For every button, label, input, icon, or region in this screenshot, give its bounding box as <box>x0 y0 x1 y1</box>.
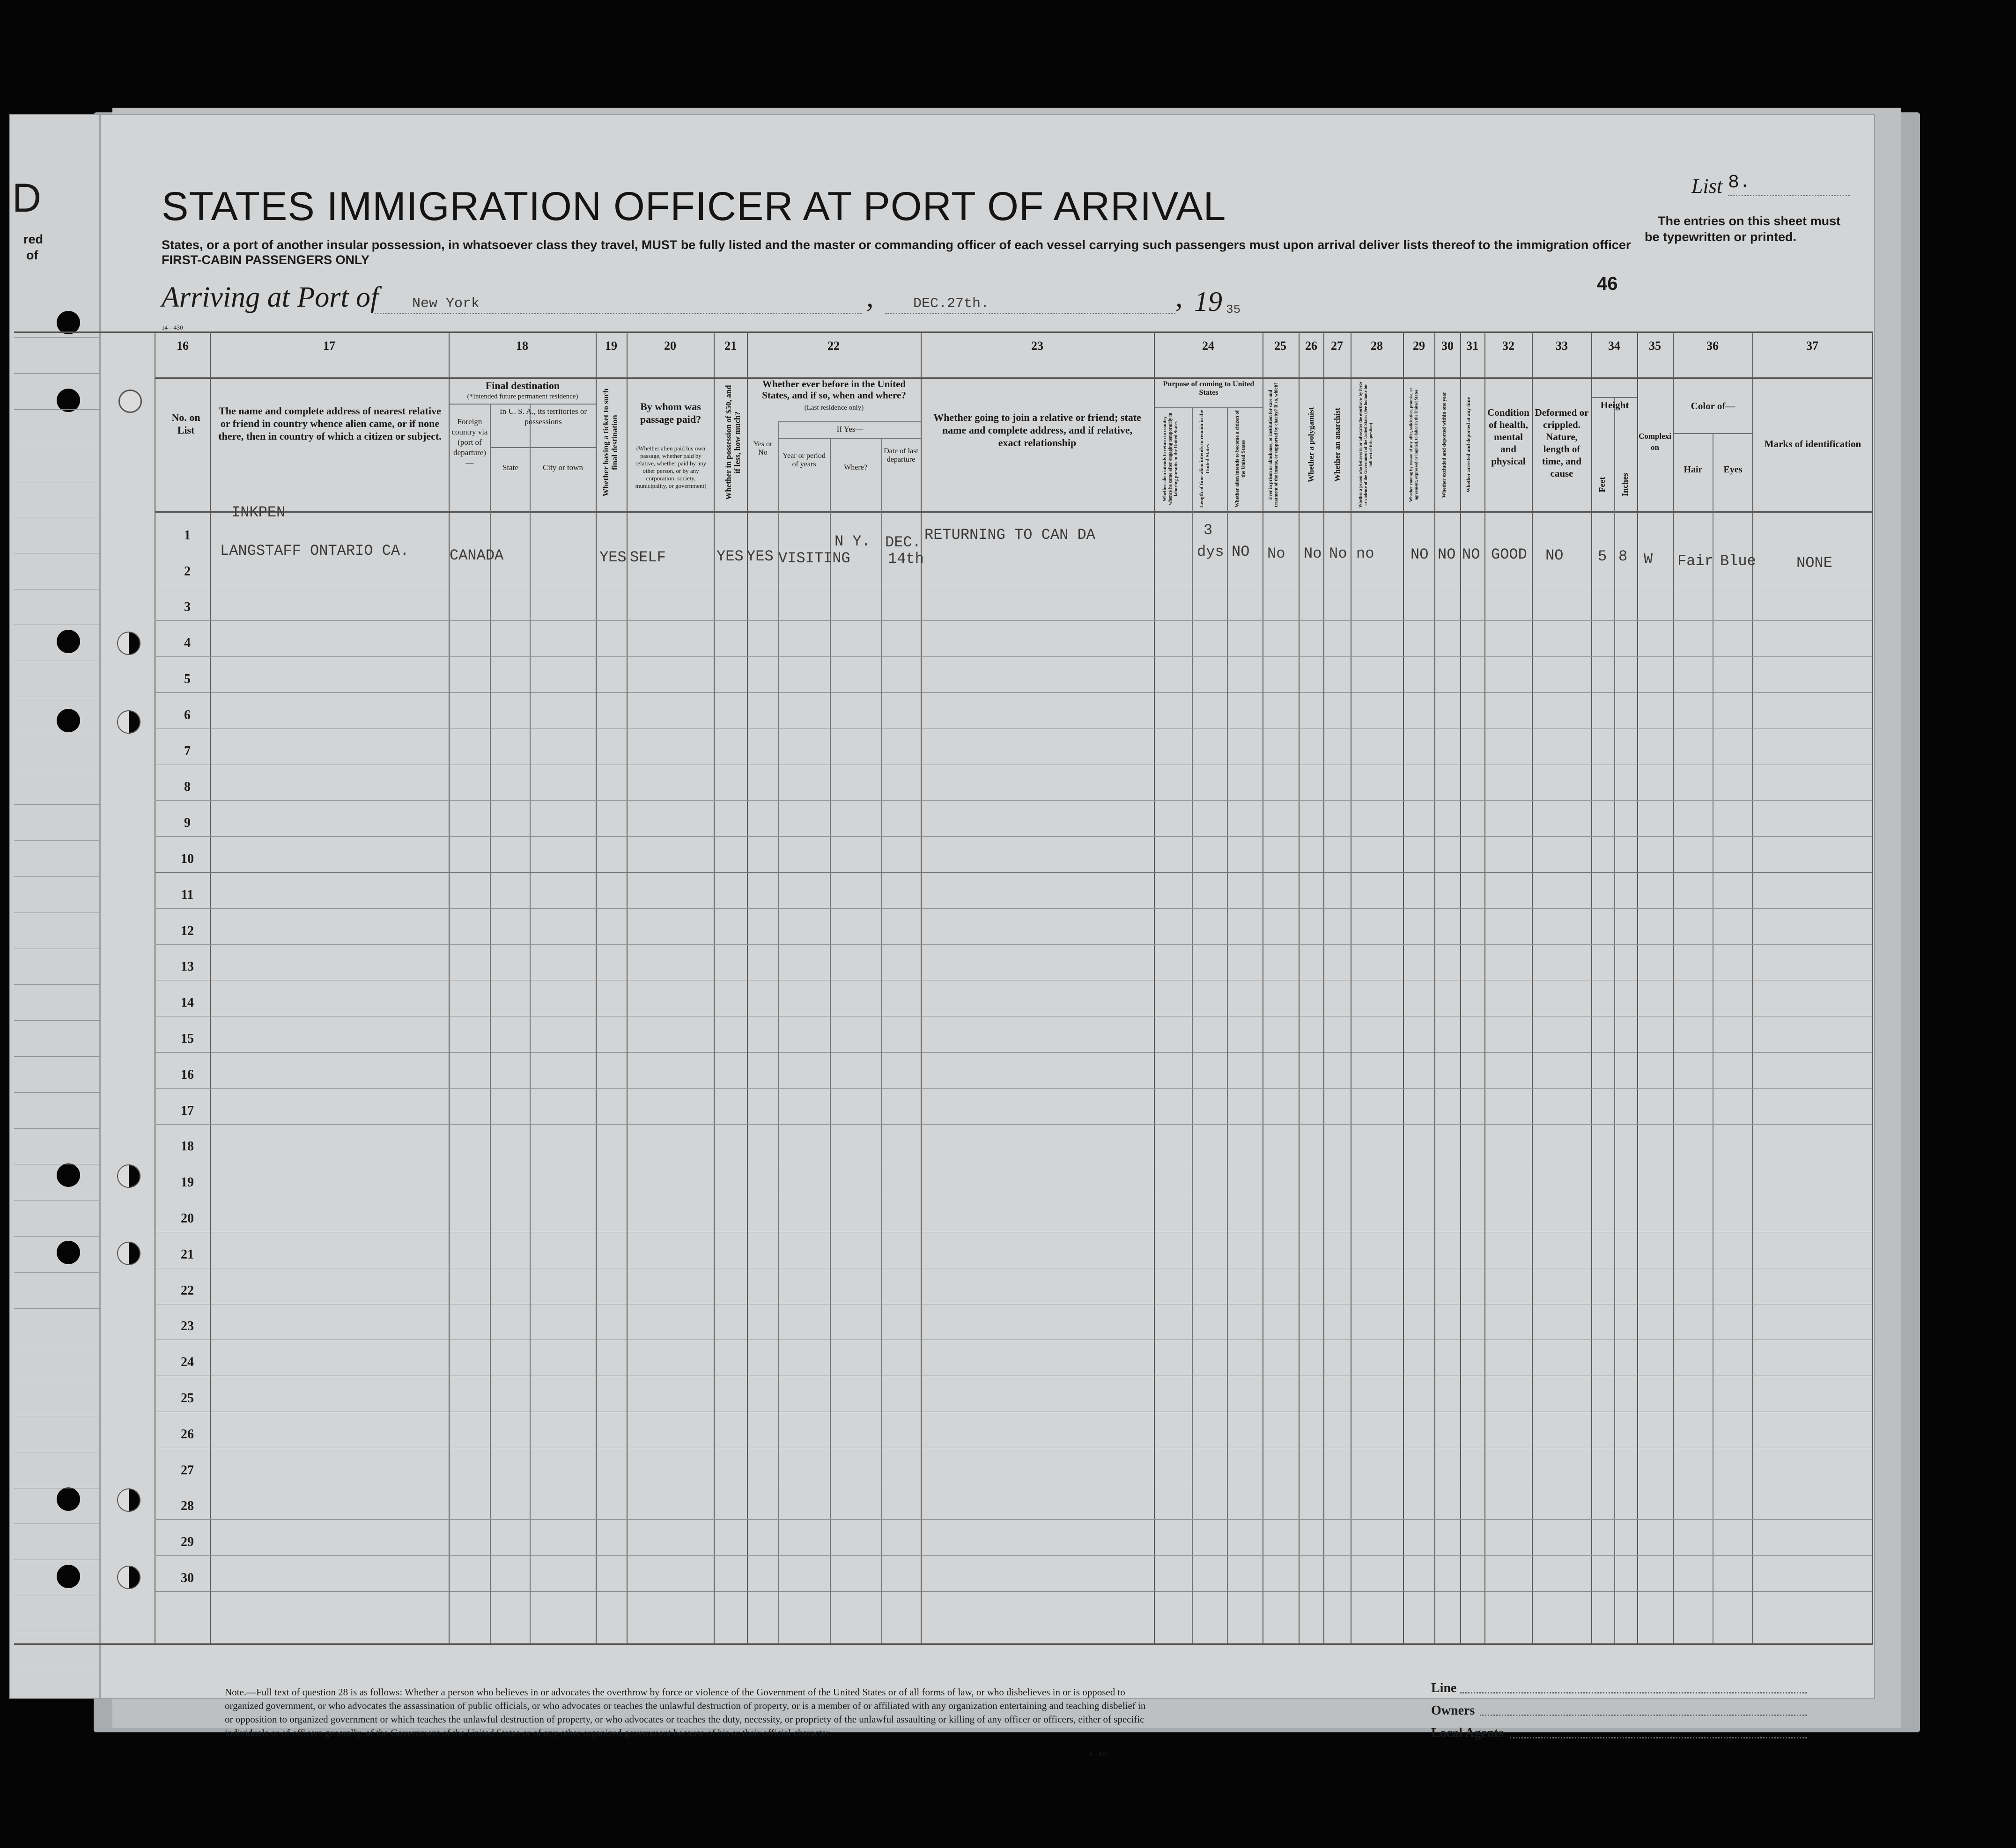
entry-relative-name: INKPEN <box>231 504 286 521</box>
row-number: 15 <box>181 1031 194 1046</box>
column-number: 16 <box>177 339 189 353</box>
row-line <box>155 620 1872 621</box>
sheet-number: 46 <box>1597 273 1618 294</box>
punch-hole <box>57 709 80 732</box>
row-line <box>155 1088 1872 1089</box>
col-header-no-on-list: No. on List <box>171 412 200 436</box>
column-divider <box>449 331 450 1643</box>
row-number: 19 <box>181 1175 194 1190</box>
col-header-feet: Feet <box>1597 477 1607 493</box>
col-header-complexion: Complexion <box>1639 432 1671 452</box>
row-number: 21 <box>181 1247 194 1262</box>
column-divider <box>830 438 831 1643</box>
punch-hole <box>57 311 80 334</box>
column-number: 28 <box>1371 339 1383 353</box>
column-number: 29 <box>1413 339 1425 353</box>
punch-hole <box>117 1242 140 1265</box>
row-line <box>155 1052 1872 1053</box>
col-header-before-us-note: (Last residence only) <box>804 404 864 412</box>
row-number: 28 <box>181 1499 194 1513</box>
col-header-hair: Hair <box>1684 464 1703 475</box>
row-number: 1 <box>184 528 191 543</box>
row-line <box>155 1555 1872 1556</box>
column-divider <box>1192 407 1193 1643</box>
punch-hole <box>117 710 140 734</box>
entry-citizen: NO <box>1232 543 1250 560</box>
row-number: 30 <box>181 1571 194 1585</box>
port-line <box>375 313 862 314</box>
column-divider <box>1484 331 1485 1643</box>
row-line <box>155 908 1872 909</box>
left-page-rule <box>14 373 99 374</box>
entry-q28: no <box>1356 545 1374 562</box>
punch-hole <box>57 1487 80 1511</box>
col-header-money: Whether in possession of $50, and if less, how much? <box>724 385 742 500</box>
column-divider <box>1532 331 1533 1643</box>
entry-marks: NONE <box>1796 554 1832 572</box>
column-divider <box>1614 397 1615 1643</box>
entry-hair: Fair <box>1677 552 1713 570</box>
row-number: 4 <box>184 636 191 650</box>
col-header-return: Whether alien intends to return to country whence he came after engaging temporarily in laboring pursuits in the United States <box>1162 412 1179 505</box>
column-number: 24 <box>1202 339 1214 353</box>
entry-foreign-country: CANADA <box>450 547 504 564</box>
entry-date-last: 14th <box>888 550 924 567</box>
left-page-rule <box>14 409 99 410</box>
entry-feet: 5 <box>1598 548 1607 565</box>
col-header-ticket: Whether having a ticket to such final destination <box>601 388 619 497</box>
entry-q31: NO <box>1462 546 1480 563</box>
header-bottom-border <box>155 511 1873 513</box>
row-number: 26 <box>181 1427 194 1442</box>
row-number: 23 <box>181 1319 194 1333</box>
row-number: 2 <box>184 564 191 579</box>
left-margin-text: of <box>26 248 38 262</box>
row-line <box>155 800 1872 801</box>
col-header-if-yes: If Yes— <box>836 425 864 434</box>
col-header-deformed: Deformed or crippled. Nature, length of time, and cause <box>1535 407 1589 479</box>
footer-form-number: 14—430 <box>1086 1750 1108 1757</box>
row-line <box>155 1591 1872 1592</box>
column-divider <box>1154 331 1155 1643</box>
column-divider <box>1673 331 1674 1643</box>
row-number: 10 <box>181 852 194 866</box>
column-number: 35 <box>1649 339 1661 353</box>
column-divider <box>1872 331 1873 1643</box>
column-divider <box>747 331 748 1643</box>
entry-deformed: NO <box>1545 547 1564 564</box>
left-page-rule <box>14 804 99 805</box>
entry-join: RETURNING TO CAN DA <box>924 526 1095 544</box>
separator: , <box>866 281 874 313</box>
row-number: 5 <box>184 672 191 686</box>
col-header-contract-labor: Whether coming by reason of any offer, solicitation, promise, or agreement, expressed or implied, to labor in the United States <box>1409 387 1418 502</box>
column-divider <box>1403 331 1404 1643</box>
row-number: 9 <box>184 816 191 830</box>
header-subline <box>1155 407 1263 408</box>
punch-hole <box>117 1488 140 1512</box>
row-number: 3 <box>184 600 191 614</box>
column-divider <box>1434 331 1435 1643</box>
row-line <box>155 872 1872 873</box>
col-header-purpose: Purpose of coming to United States <box>1163 380 1255 397</box>
entry-complexion: W <box>1644 551 1653 568</box>
col-header-years: Year or period of years <box>783 452 826 468</box>
col-header-eyes: Eyes <box>1723 464 1743 475</box>
column-divider <box>1227 407 1228 1643</box>
owners-label: Owners <box>1431 1703 1475 1718</box>
column-number: 21 <box>724 339 737 353</box>
line-field <box>1460 1692 1807 1693</box>
entry-where: N Y. <box>834 533 871 550</box>
entry-polygamist: No <box>1304 545 1322 562</box>
col-header-citizen: Whether alien intends to become a citizen of the United States <box>1234 410 1246 508</box>
separator: , <box>1175 281 1183 313</box>
column-divider <box>714 331 715 1643</box>
row-number: 11 <box>181 888 194 902</box>
left-page-rule <box>14 876 99 877</box>
col-header-city: City or town <box>543 463 583 472</box>
left-page-edge <box>10 115 101 1698</box>
local-agents-field <box>1510 1737 1807 1738</box>
col-header-excluded: Whether excluded and deported within one year <box>1441 391 1447 498</box>
date-line <box>885 313 1175 314</box>
entry-years: VISITING <box>778 550 850 567</box>
entry-q30: NO <box>1438 546 1456 563</box>
col-header-color: Color of— <box>1691 400 1735 412</box>
list-number-line <box>1728 195 1850 196</box>
row-line <box>155 944 1872 945</box>
left-page-rule <box>14 1236 99 1237</box>
row-number: 20 <box>181 1211 194 1226</box>
col-header-state: State <box>502 463 518 472</box>
entry-ticket: YES <box>599 549 627 566</box>
row-number: 16 <box>181 1068 194 1082</box>
arriving-label: Arriving at Port of <box>162 281 379 313</box>
column-divider <box>1299 331 1300 1643</box>
col-header-paid-by-note: (Whether alien paid his own passage, whether paid by relative, whether paid by any other person, or by any corporation, society, municipality, or government) <box>635 445 707 489</box>
column-divider <box>1460 331 1461 1643</box>
column-divider <box>1637 331 1638 1643</box>
left-page-rule <box>14 1056 99 1057</box>
entry-eyes: Blue <box>1720 552 1756 570</box>
row-number: 8 <box>184 780 191 794</box>
form-title: STATES IMMIGRATION OFFICER AT PORT OF ARRIVAL <box>162 184 1226 229</box>
column-number: 31 <box>1466 339 1478 353</box>
row-line <box>155 836 1872 837</box>
column-number: 32 <box>1502 339 1514 353</box>
column-divider <box>627 331 628 1643</box>
col-header-yes-no: Yes or No <box>753 440 773 456</box>
col-header-marks: Marks of identification <box>1764 438 1861 449</box>
column-divider <box>881 438 882 1643</box>
column-divider <box>1323 331 1324 1643</box>
col-header-before-us: Whether ever before in the United States, and if so, when and where? <box>762 378 906 401</box>
col-header-final-destination-note: (*Intended future permanent residence) <box>467 393 578 400</box>
column-number: 36 <box>1706 339 1719 353</box>
column-number: 20 <box>664 339 676 353</box>
entry-length: dys <box>1197 543 1224 560</box>
column-divider <box>530 404 531 1643</box>
header-subline <box>1592 397 1637 398</box>
col-header-health: Condition of health, mental and physical <box>1487 407 1529 467</box>
column-number: 33 <box>1556 339 1568 353</box>
left-page-rule <box>14 1128 99 1129</box>
row-number: 6 <box>184 708 191 722</box>
left-page-rule <box>14 1092 99 1093</box>
left-page-rule <box>14 1020 99 1021</box>
row-number: 27 <box>181 1463 194 1478</box>
col-header-usa: In U. S. A., its territories or possessions <box>499 407 587 426</box>
first-cabin-label: FIRST-CABIN PASSENGERS ONLY <box>162 253 370 267</box>
col-header-polygamist: Whether a polygamist <box>1307 407 1315 483</box>
row-number: 7 <box>184 744 191 758</box>
entry-paid-by: SELF <box>630 549 666 566</box>
row-line <box>155 692 1872 693</box>
row-number: 17 <box>181 1104 194 1118</box>
entry-prison: No <box>1267 545 1285 562</box>
row-line <box>155 1519 1872 1520</box>
row-line <box>155 1124 1872 1125</box>
column-divider <box>921 331 922 1643</box>
row-line <box>155 656 1872 657</box>
left-margin-text: red <box>23 232 44 246</box>
column-number: 34 <box>1608 339 1620 353</box>
col-header-foreign-country: Foreign country via (port of departure)— <box>451 417 488 467</box>
column-divider <box>1752 331 1753 1643</box>
col-header-join-relative: Whether going to join a relative or friend; state name and complete address, and if relative, exact relationship <box>933 412 1141 449</box>
left-page-rule <box>14 337 99 338</box>
table-top-border <box>14 331 1873 333</box>
manifest-sheet <box>10 115 1874 1698</box>
column-number: 37 <box>1806 339 1818 353</box>
local-agents-label: Local Agents <box>1431 1726 1504 1740</box>
entry-length: 3 <box>1204 522 1213 539</box>
column-number: 18 <box>516 339 528 353</box>
arrival-date: DEC.27th. <box>913 296 990 312</box>
instructions-note: be typewritten or printed. <box>1645 230 1797 244</box>
instructions-note: The entries on this sheet must <box>1658 214 1841 228</box>
entry-anarchist: No <box>1329 545 1347 562</box>
footnote-question-28: Note.—Full text of question 28 is as follows: Whether a person who believes in or advocates the overthrow by force or violence of the Government of the United States or of all forms of law, or who disbelieves in or is opposed to organized government, or who advocates the assassination of public officials, or who advocates or teaches the unlawful destruction of property, or is a member of or affiliated with any organization entertaining and teaching disbelief in or opposition to organized government or which teaches the unlawful destruction of property, or who advocates or teaches the duty, necessity, or propriety of the unlawful assaulting or killing of any officer or officers, either of specific individuals or of officers generally, of the Government of the United States or of any other organized government because of his or their official character. <box>225 1686 1146 1738</box>
entry-relative-address: LANGSTAFF ONTARIO CA. <box>220 542 409 560</box>
header-subline <box>491 447 596 448</box>
col-header-height: Height <box>1600 399 1629 411</box>
year-prefix: 19 <box>1194 286 1222 317</box>
port-name: New York <box>412 296 480 312</box>
col-header-anarchist: Whether an anarchist <box>1333 407 1342 482</box>
line-label: Line <box>1431 1681 1457 1695</box>
column-number: 19 <box>605 339 617 353</box>
entry-before-yes-no: YES <box>746 548 774 565</box>
punch-hole <box>57 1241 80 1264</box>
col-header-date-departure: Date of last departure <box>884 447 918 464</box>
list-number: 8. <box>1728 172 1751 193</box>
left-page-rule <box>14 984 99 985</box>
punch-hole <box>57 1565 80 1588</box>
col-header-relative: The name and complete address of nearest relative or friend in country whence alien came, or if none there, then in country of which a citizen or subject. <box>218 405 442 442</box>
row-number: 25 <box>181 1391 194 1406</box>
entry-q29: NO <box>1410 546 1429 563</box>
punch-hole <box>117 1164 140 1188</box>
column-divider <box>210 331 211 1643</box>
column-number: 22 <box>827 339 840 353</box>
left-page-rule <box>14 840 99 841</box>
punch-hole <box>57 630 80 653</box>
punch-hole <box>117 632 140 655</box>
row-number: 18 <box>181 1139 194 1154</box>
form-subtitle: States, or a port of another insular possession, in whatsoever class they travel, MUST be fully listed and the master or commanding officer of each vessel carrying such passengers must upon arrival deliver lists thereof to the immigration officer <box>162 238 1631 252</box>
column-number: 25 <box>1274 339 1286 353</box>
header-subline <box>1674 433 1752 434</box>
list-label: List <box>1691 175 1723 198</box>
punch-hole <box>57 389 80 412</box>
owners-field <box>1480 1715 1807 1716</box>
col-header-length: Length of time alien intends to remain in the United States <box>1199 410 1211 508</box>
header-subline <box>779 421 921 422</box>
column-number-border <box>155 377 1873 379</box>
column-number: 30 <box>1441 339 1454 353</box>
col-header-final-destination: Final destination <box>485 380 560 391</box>
column-divider <box>490 404 491 1643</box>
column-number: 27 <box>1331 339 1343 353</box>
year-suffix: 35 <box>1226 302 1241 317</box>
col-header-paid-by: By whom was passage paid? <box>640 401 702 425</box>
entry-health: GOOD <box>1491 546 1527 563</box>
column-number: 26 <box>1305 339 1317 353</box>
row-number: 22 <box>181 1283 194 1298</box>
column-number: 23 <box>1031 339 1043 353</box>
col-header-q28: Whether a person who believes in or advocates the overthrow by force or violence of the Government of the United States (See footnote for full text of this question) <box>1358 382 1373 508</box>
column-divider <box>1591 331 1592 1643</box>
col-header-prison: Ever in prison or almshouse, or institution for care and treatment of the insane, or supported by charity? If so, which? <box>1268 382 1279 508</box>
entry-date-last: DEC. <box>885 534 921 551</box>
row-number: 24 <box>181 1355 194 1369</box>
row-number: 13 <box>181 959 194 974</box>
row-number: 14 <box>181 995 194 1010</box>
left-page-rule <box>14 1308 99 1309</box>
row-number: 12 <box>181 924 194 938</box>
col-header-inches: Inches <box>1620 473 1630 497</box>
punch-hole <box>118 390 142 413</box>
left-margin-letter: D <box>12 176 42 221</box>
punch-hole <box>57 1163 80 1187</box>
row-number: 29 <box>181 1535 194 1549</box>
punch-hole <box>117 1566 140 1589</box>
column-number: 17 <box>323 339 335 353</box>
column-divider <box>596 331 597 1643</box>
left-page-rule <box>14 1272 99 1273</box>
form-number: 14—430 <box>162 324 183 331</box>
col-header-where: Where? <box>844 464 867 471</box>
entry-inches: 8 <box>1618 548 1628 565</box>
header-subline <box>779 438 921 439</box>
header-subline <box>450 404 596 405</box>
table-bottom-border <box>14 1643 1873 1645</box>
entry-money: YES <box>716 548 744 565</box>
column-divider <box>778 421 779 1643</box>
col-header-deported: Whether arrested and deported at any time <box>1466 397 1471 493</box>
